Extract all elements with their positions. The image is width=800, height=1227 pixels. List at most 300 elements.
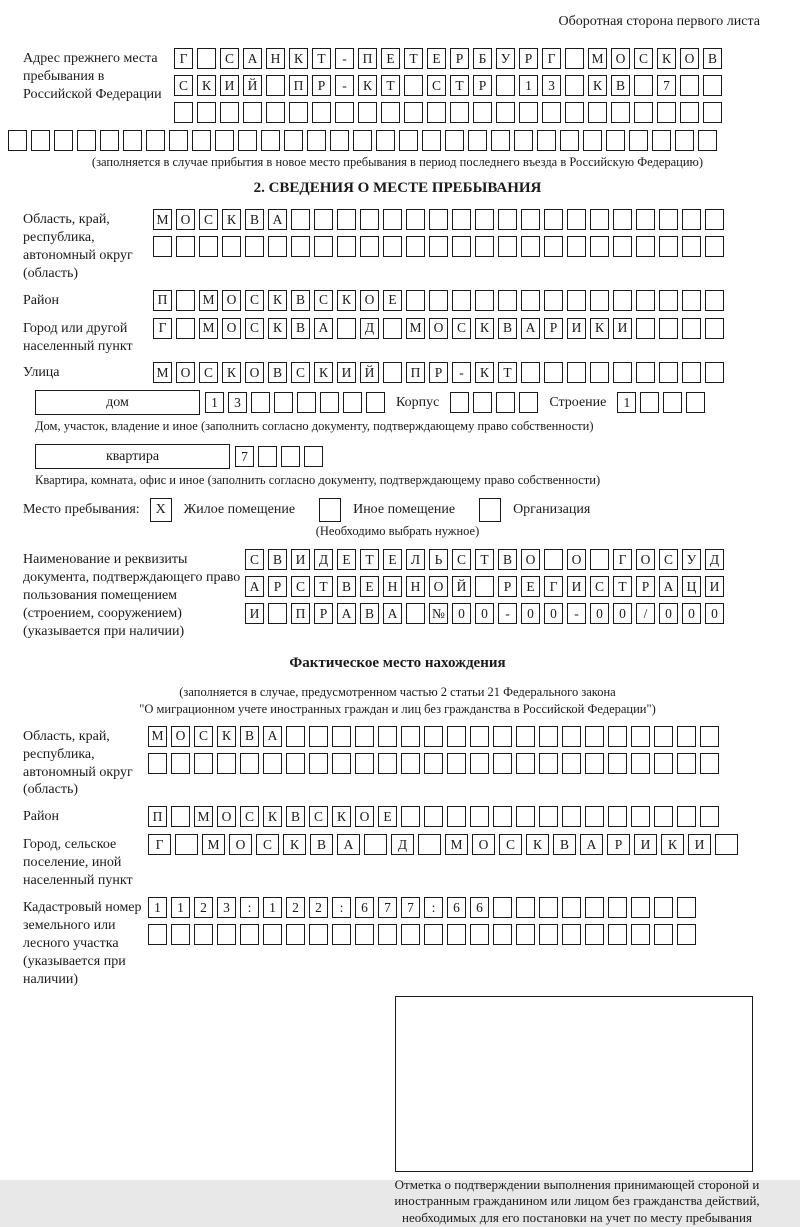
char-cell[interactable]: В [703, 48, 722, 69]
char-cell[interactable] [274, 392, 293, 413]
char-cell[interactable]: 1 [205, 392, 224, 413]
char-cell[interactable] [521, 362, 540, 383]
char-cell[interactable] [314, 209, 333, 230]
char-cell[interactable] [307, 130, 326, 151]
char-cell[interactable]: У [682, 549, 701, 570]
char-cell[interactable]: М [153, 209, 172, 230]
char-cell[interactable]: Е [360, 576, 379, 597]
char-cell[interactable] [498, 236, 517, 257]
char-cell[interactable] [123, 130, 142, 151]
char-cell[interactable] [335, 102, 354, 123]
char-cell[interactable]: К [590, 318, 609, 339]
char-cell[interactable]: : [332, 897, 351, 918]
char-cell[interactable] [291, 236, 310, 257]
char-cell[interactable] [516, 924, 535, 945]
char-cell[interactable] [590, 362, 609, 383]
char-cell[interactable] [470, 753, 489, 774]
char-cell[interactable]: Д [314, 549, 333, 570]
char-cell[interactable] [634, 75, 653, 96]
char-cell[interactable]: О [429, 576, 448, 597]
char-cell[interactable]: Т [404, 48, 423, 69]
char-cell[interactable]: М [588, 48, 607, 69]
char-cell[interactable]: Д [391, 834, 414, 855]
char-cell[interactable] [705, 318, 724, 339]
char-cell[interactable]: А [245, 576, 264, 597]
char-cell[interactable] [404, 75, 423, 96]
char-cell[interactable] [447, 753, 466, 774]
char-cell[interactable]: П [148, 806, 167, 827]
char-cell[interactable] [539, 806, 558, 827]
char-cell[interactable]: 0 [521, 603, 540, 624]
char-cell[interactable]: К [588, 75, 607, 96]
char-cell[interactable] [286, 924, 305, 945]
char-cell[interactable]: С [194, 726, 213, 747]
char-cell[interactable] [100, 130, 119, 151]
char-cell[interactable] [450, 392, 469, 413]
char-cell[interactable]: Т [360, 549, 379, 570]
char-cell[interactable]: 0 [613, 603, 632, 624]
char-cell[interactable] [171, 924, 190, 945]
char-cell[interactable] [355, 726, 374, 747]
char-cell[interactable]: Ь [429, 549, 448, 570]
char-cell[interactable] [176, 236, 195, 257]
char-cell[interactable] [491, 130, 510, 151]
char-cell[interactable]: В [291, 318, 310, 339]
char-cell[interactable]: М [199, 290, 218, 311]
char-cell[interactable]: К [197, 75, 216, 96]
char-cell[interactable]: А [337, 834, 360, 855]
char-cell[interactable]: К [222, 209, 241, 230]
apartment-type-box[interactable]: квартира [35, 444, 230, 469]
char-cell[interactable]: Т [450, 75, 469, 96]
char-cell[interactable] [654, 806, 673, 827]
char-cell[interactable] [424, 806, 443, 827]
char-cell[interactable] [314, 236, 333, 257]
char-cell[interactable] [383, 318, 402, 339]
char-cell[interactable] [240, 753, 259, 774]
char-cell[interactable] [447, 806, 466, 827]
char-cell[interactable] [401, 753, 420, 774]
char-cell[interactable] [519, 392, 538, 413]
char-cell[interactable] [312, 102, 331, 123]
char-cell[interactable] [705, 290, 724, 311]
char-cell[interactable] [343, 392, 362, 413]
char-cell[interactable]: О [245, 362, 264, 383]
char-cell[interactable]: С [245, 549, 264, 570]
char-cell[interactable]: С [452, 318, 471, 339]
char-cell[interactable]: К [289, 48, 308, 69]
char-cell[interactable] [360, 236, 379, 257]
char-cell[interactable]: В [498, 549, 517, 570]
char-cell[interactable] [320, 392, 339, 413]
char-cell[interactable] [562, 753, 581, 774]
char-cell[interactable] [171, 806, 190, 827]
char-cell[interactable] [542, 102, 561, 123]
char-cell[interactable]: К [268, 290, 287, 311]
char-cell[interactable]: И [567, 576, 586, 597]
char-cell[interactable] [565, 48, 584, 69]
char-cell[interactable] [452, 290, 471, 311]
char-cell[interactable] [613, 236, 632, 257]
char-cell[interactable] [631, 897, 650, 918]
char-cell[interactable] [677, 897, 696, 918]
char-cell[interactable]: В [240, 726, 259, 747]
char-cell[interactable] [496, 392, 515, 413]
char-cell[interactable] [383, 362, 402, 383]
char-cell[interactable]: С [309, 806, 328, 827]
char-cell[interactable]: А [263, 726, 282, 747]
char-cell[interactable] [657, 102, 676, 123]
house-type-box[interactable]: дом [35, 390, 200, 415]
char-cell[interactable]: Й [452, 576, 471, 597]
char-cell[interactable]: Д [360, 318, 379, 339]
char-cell[interactable] [332, 726, 351, 747]
char-cell[interactable] [245, 236, 264, 257]
char-cell[interactable] [562, 806, 581, 827]
char-cell[interactable] [468, 130, 487, 151]
char-cell[interactable] [197, 102, 216, 123]
char-cell[interactable]: С [499, 834, 522, 855]
char-cell[interactable]: Й [360, 362, 379, 383]
char-cell[interactable]: : [424, 897, 443, 918]
char-cell[interactable]: С [427, 75, 446, 96]
char-cell[interactable] [176, 290, 195, 311]
char-cell[interactable] [297, 392, 316, 413]
char-cell[interactable] [376, 130, 395, 151]
char-cell[interactable] [521, 236, 540, 257]
char-cell[interactable] [682, 209, 701, 230]
char-cell[interactable] [222, 236, 241, 257]
char-cell[interactable] [470, 726, 489, 747]
char-cell[interactable]: С [174, 75, 193, 96]
char-cell[interactable]: Т [314, 576, 333, 597]
char-cell[interactable] [284, 130, 303, 151]
char-cell[interactable] [636, 362, 655, 383]
char-cell[interactable]: О [429, 318, 448, 339]
char-cell[interactable]: К [358, 75, 377, 96]
char-cell[interactable] [608, 726, 627, 747]
char-cell[interactable] [360, 209, 379, 230]
char-cell[interactable] [445, 130, 464, 151]
char-cell[interactable] [309, 924, 328, 945]
char-cell[interactable]: Р [268, 576, 287, 597]
char-cell[interactable]: Е [378, 806, 397, 827]
char-cell[interactable] [450, 102, 469, 123]
char-cell[interactable]: Р [498, 576, 517, 597]
char-cell[interactable]: 1 [263, 897, 282, 918]
char-cell[interactable] [606, 130, 625, 151]
char-cell[interactable]: С [240, 806, 259, 827]
char-cell[interactable] [675, 130, 694, 151]
char-cell[interactable]: 0 [452, 603, 471, 624]
char-cell[interactable]: К [337, 290, 356, 311]
char-cell[interactable] [567, 209, 586, 230]
char-cell[interactable] [418, 834, 441, 855]
char-cell[interactable]: К [314, 362, 333, 383]
char-cell[interactable] [654, 897, 673, 918]
char-cell[interactable] [590, 290, 609, 311]
char-cell[interactable] [611, 102, 630, 123]
char-cell[interactable] [659, 209, 678, 230]
char-cell[interactable] [220, 102, 239, 123]
char-cell[interactable]: А [580, 834, 603, 855]
char-cell[interactable]: Л [406, 549, 425, 570]
char-cell[interactable]: И [705, 576, 724, 597]
char-cell[interactable] [404, 102, 423, 123]
char-cell[interactable]: О [611, 48, 630, 69]
char-cell[interactable]: Г [153, 318, 172, 339]
char-cell[interactable] [146, 130, 165, 151]
char-cell[interactable] [544, 549, 563, 570]
char-cell[interactable] [473, 102, 492, 123]
char-cell[interactable]: 2 [286, 897, 305, 918]
char-cell[interactable]: Р [429, 362, 448, 383]
char-cell[interactable]: 0 [682, 603, 701, 624]
char-cell[interactable] [544, 290, 563, 311]
char-cell[interactable]: И [567, 318, 586, 339]
char-cell[interactable]: - [567, 603, 586, 624]
char-cell[interactable] [447, 924, 466, 945]
char-cell[interactable] [332, 924, 351, 945]
char-cell[interactable]: О [355, 806, 374, 827]
char-cell[interactable]: Р [312, 75, 331, 96]
char-cell[interactable] [470, 806, 489, 827]
char-cell[interactable] [659, 290, 678, 311]
char-cell[interactable]: Н [266, 48, 285, 69]
char-cell[interactable]: О [472, 834, 495, 855]
char-cell[interactable]: С [220, 48, 239, 69]
char-cell[interactable] [176, 318, 195, 339]
char-cell[interactable] [406, 209, 425, 230]
char-cell[interactable] [169, 130, 188, 151]
char-cell[interactable]: Е [383, 549, 402, 570]
char-cell[interactable]: К [263, 806, 282, 827]
char-cell[interactable]: Р [473, 75, 492, 96]
char-cell[interactable] [583, 130, 602, 151]
char-cell[interactable] [659, 362, 678, 383]
char-cell[interactable]: Р [636, 576, 655, 597]
char-cell[interactable]: К [526, 834, 549, 855]
char-cell[interactable]: В [337, 576, 356, 597]
char-cell[interactable] [470, 924, 489, 945]
char-cell[interactable] [636, 209, 655, 230]
char-cell[interactable] [613, 209, 632, 230]
char-cell[interactable] [608, 924, 627, 945]
char-cell[interactable]: М [153, 362, 172, 383]
char-cell[interactable] [562, 726, 581, 747]
char-cell[interactable]: - [335, 75, 354, 96]
char-cell[interactable] [659, 318, 678, 339]
char-cell[interactable] [565, 75, 584, 96]
char-cell[interactable] [585, 897, 604, 918]
char-cell[interactable]: О [222, 290, 241, 311]
char-cell[interactable] [174, 102, 193, 123]
char-cell[interactable] [654, 924, 673, 945]
char-cell[interactable] [493, 897, 512, 918]
char-cell[interactable]: В [268, 362, 287, 383]
char-cell[interactable]: 1 [617, 392, 636, 413]
char-cell[interactable]: 7 [657, 75, 676, 96]
char-cell[interactable] [659, 236, 678, 257]
char-cell[interactable]: М [194, 806, 213, 827]
char-cell[interactable] [378, 924, 397, 945]
char-cell[interactable] [677, 806, 696, 827]
char-cell[interactable]: Р [519, 48, 538, 69]
char-cell[interactable] [54, 130, 73, 151]
char-cell[interactable] [353, 130, 372, 151]
char-cell[interactable]: / [636, 603, 655, 624]
char-cell[interactable] [516, 806, 535, 827]
char-cell[interactable]: № [429, 603, 448, 624]
char-cell[interactable] [243, 102, 262, 123]
char-cell[interactable] [498, 209, 517, 230]
char-cell[interactable] [705, 362, 724, 383]
char-cell[interactable] [261, 130, 280, 151]
char-cell[interactable] [560, 130, 579, 151]
char-cell[interactable] [631, 753, 650, 774]
char-cell[interactable] [452, 209, 471, 230]
char-cell[interactable] [31, 130, 50, 151]
char-cell[interactable]: 0 [475, 603, 494, 624]
char-cell[interactable]: М [445, 834, 468, 855]
char-cell[interactable]: С [245, 318, 264, 339]
char-cell[interactable] [192, 130, 211, 151]
char-cell[interactable]: Р [450, 48, 469, 69]
char-cell[interactable]: О [176, 209, 195, 230]
char-cell[interactable] [519, 102, 538, 123]
char-cell[interactable] [217, 924, 236, 945]
char-cell[interactable]: Б [473, 48, 492, 69]
char-cell[interactable]: : [240, 897, 259, 918]
char-cell[interactable] [498, 290, 517, 311]
char-cell[interactable] [516, 753, 535, 774]
char-cell[interactable]: К [657, 48, 676, 69]
char-cell[interactable] [585, 924, 604, 945]
char-cell[interactable]: Н [383, 576, 402, 597]
char-cell[interactable]: П [291, 603, 310, 624]
char-cell[interactable]: 1 [519, 75, 538, 96]
char-cell[interactable]: В [268, 549, 287, 570]
char-cell[interactable] [565, 102, 584, 123]
char-cell[interactable] [608, 897, 627, 918]
char-cell[interactable] [698, 130, 717, 151]
char-cell[interactable] [148, 924, 167, 945]
char-cell[interactable] [286, 753, 305, 774]
char-cell[interactable] [705, 209, 724, 230]
char-cell[interactable]: Ц [682, 576, 701, 597]
char-cell[interactable]: В [291, 290, 310, 311]
char-cell[interactable] [153, 236, 172, 257]
char-cell[interactable]: - [335, 48, 354, 69]
char-cell[interactable] [677, 753, 696, 774]
char-cell[interactable]: Е [337, 549, 356, 570]
char-cell[interactable] [663, 392, 682, 413]
char-cell[interactable] [452, 236, 471, 257]
char-cell[interactable] [332, 753, 351, 774]
char-cell[interactable]: О [222, 318, 241, 339]
char-cell[interactable]: О [176, 362, 195, 383]
char-cell[interactable] [562, 897, 581, 918]
char-cell[interactable] [680, 102, 699, 123]
char-cell[interactable] [194, 753, 213, 774]
organization-checkbox[interactable] [479, 498, 501, 522]
char-cell[interactable]: Р [544, 318, 563, 339]
char-cell[interactable] [309, 753, 328, 774]
char-cell[interactable] [654, 753, 673, 774]
char-cell[interactable]: С [199, 209, 218, 230]
char-cell[interactable] [705, 236, 724, 257]
char-cell[interactable] [677, 924, 696, 945]
char-cell[interactable] [77, 130, 96, 151]
char-cell[interactable] [281, 446, 300, 467]
char-cell[interactable]: О [217, 806, 236, 827]
char-cell[interactable]: Е [381, 48, 400, 69]
char-cell[interactable]: А [659, 576, 678, 597]
char-cell[interactable]: - [498, 603, 517, 624]
char-cell[interactable] [268, 603, 287, 624]
char-cell[interactable]: М [406, 318, 425, 339]
char-cell[interactable]: И [291, 549, 310, 570]
char-cell[interactable]: А [243, 48, 262, 69]
char-cell[interactable] [383, 209, 402, 230]
char-cell[interactable] [309, 726, 328, 747]
char-cell[interactable]: Г [148, 834, 171, 855]
char-cell[interactable] [401, 726, 420, 747]
char-cell[interactable] [629, 130, 648, 151]
char-cell[interactable] [585, 806, 604, 827]
char-cell[interactable]: Т [613, 576, 632, 597]
char-cell[interactable]: Н [406, 576, 425, 597]
char-cell[interactable]: - [452, 362, 471, 383]
char-cell[interactable]: О [171, 726, 190, 747]
char-cell[interactable] [401, 806, 420, 827]
char-cell[interactable] [258, 446, 277, 467]
char-cell[interactable]: О [521, 549, 540, 570]
char-cell[interactable] [475, 209, 494, 230]
char-cell[interactable] [364, 834, 387, 855]
char-cell[interactable]: Е [521, 576, 540, 597]
char-cell[interactable]: К [475, 362, 494, 383]
char-cell[interactable] [567, 362, 586, 383]
char-cell[interactable] [613, 362, 632, 383]
char-cell[interactable] [197, 48, 216, 69]
char-cell[interactable]: 2 [194, 897, 213, 918]
char-cell[interactable] [521, 290, 540, 311]
char-cell[interactable]: С [291, 362, 310, 383]
char-cell[interactable]: Т [475, 549, 494, 570]
char-cell[interactable] [447, 726, 466, 747]
char-cell[interactable] [636, 236, 655, 257]
char-cell[interactable]: В [553, 834, 576, 855]
char-cell[interactable] [355, 924, 374, 945]
char-cell[interactable] [289, 102, 308, 123]
char-cell[interactable]: И [634, 834, 657, 855]
char-cell[interactable] [424, 726, 443, 747]
char-cell[interactable] [539, 726, 558, 747]
char-cell[interactable]: Т [312, 48, 331, 69]
char-cell[interactable] [631, 726, 650, 747]
char-cell[interactable] [429, 209, 448, 230]
char-cell[interactable]: В [498, 318, 517, 339]
char-cell[interactable]: И [613, 318, 632, 339]
char-cell[interactable]: А [337, 603, 356, 624]
char-cell[interactable]: М [148, 726, 167, 747]
char-cell[interactable] [427, 102, 446, 123]
char-cell[interactable] [590, 236, 609, 257]
char-cell[interactable] [240, 924, 259, 945]
char-cell[interactable]: 3 [217, 897, 236, 918]
char-cell[interactable]: Д [705, 549, 724, 570]
